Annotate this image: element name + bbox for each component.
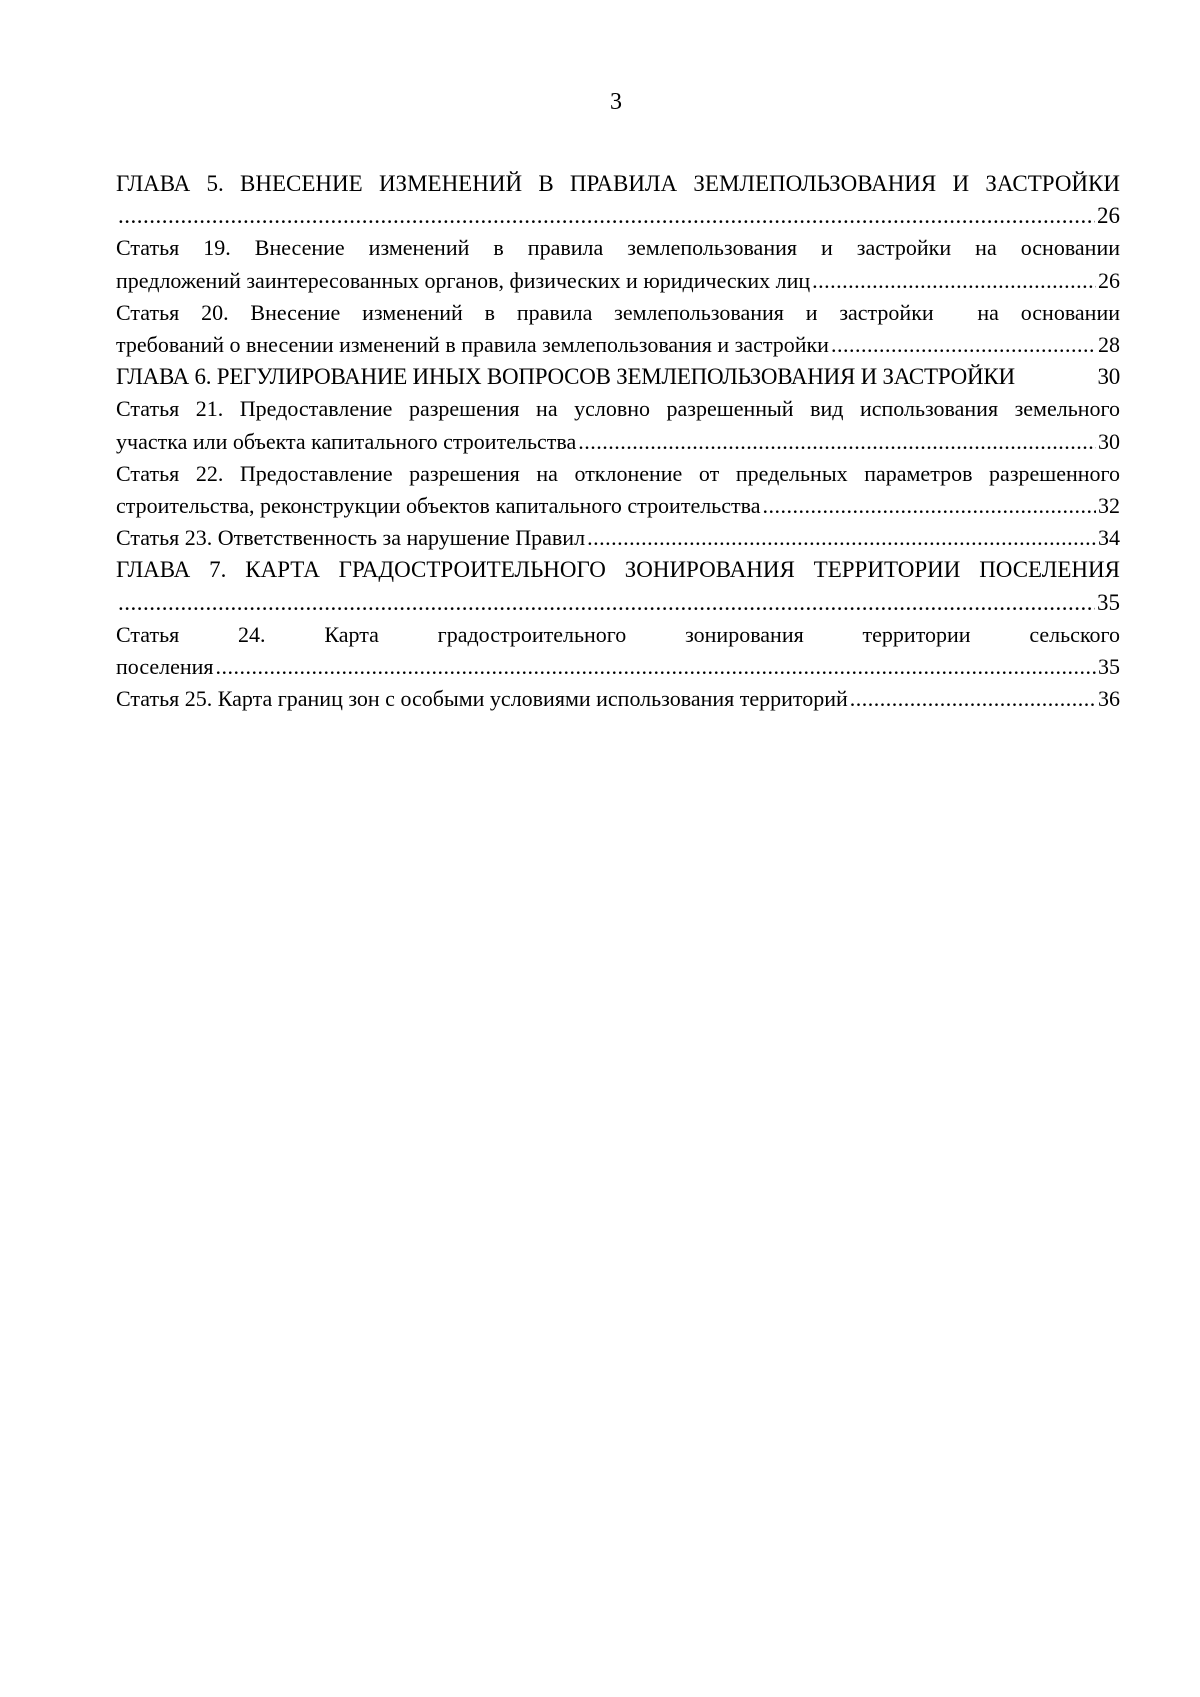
toc-page-ref: 34: [1098, 525, 1120, 551]
toc-entry-title: ГЛАВА 7. КАРТА ГРАДОСТРОИТЕЛЬНОГО ЗОНИРОВАНИЯ ТЕРРИТОРИИ ПОСЕЛЕНИЯ: [116, 557, 1120, 583]
toc-entry-leader: [116, 329, 1120, 361]
toc-entry-title: Статья 24. Карта градостроительного зонирования территории сельского: [116, 621, 1120, 647]
toc-article-24[interactable]: [116, 619, 1120, 683]
toc-entry-leader: [116, 587, 1120, 619]
dot-leader: [812, 265, 1096, 297]
toc-entry-title: Статья 23. Ответственность за нарушение Правил: [116, 525, 586, 551]
toc-entry-leader: [116, 522, 1120, 554]
toc-chapter-5[interactable]: [116, 168, 1120, 232]
toc-article-22[interactable]: [116, 458, 1120, 522]
toc-entry-leader: [116, 361, 1120, 393]
toc-entry-title-end: строительства, реконструкции объектов капитального строительства: [116, 493, 761, 519]
toc-entry-title: Статья 20. Внесение изменений в правила землепользования и застройки на основании: [116, 299, 1120, 325]
toc-article-20[interactable]: [116, 297, 1120, 361]
toc-entry-leader: [116, 651, 1120, 683]
toc-page-ref: 32: [1098, 493, 1120, 519]
toc-page-ref: 35: [1098, 654, 1120, 680]
toc-entry-title: Статья 25. Карта границ зон с особыми условиями использования территорий: [116, 686, 848, 712]
toc-article-25[interactable]: [116, 683, 1120, 715]
table-of-contents: [116, 168, 1120, 715]
toc-page-ref: 26: [1098, 267, 1120, 293]
dot-leader: [831, 329, 1096, 361]
toc-chapter-6[interactable]: [116, 361, 1120, 393]
toc-entry-leader: [116, 683, 1120, 715]
toc-entry-title: ГЛАВА 6. РЕГУЛИРОВАНИЕ ИНЫХ ВОПРОСОВ ЗЕМЛЕПОЛЬЗОВАНИЯ И ЗАСТРОЙКИ: [116, 364, 1015, 390]
toc-article-19[interactable]: [116, 232, 1120, 296]
toc-entry-title: Статья 21. Предоставление разрешения на условно разрешенный вид использования земельного: [116, 396, 1120, 422]
toc-entry-title-end: требований о внесении изменений в правила землепользования и застройки: [116, 332, 829, 358]
dot-leader: [118, 200, 1095, 232]
toc-entry-title-end: поселения: [116, 654, 214, 680]
toc-article-21[interactable]: [116, 393, 1120, 457]
toc-entry-leader: [116, 490, 1120, 522]
toc-page-ref: 36: [1098, 686, 1120, 712]
toc-entry-title-end: участка или объекта капитального строительства: [116, 428, 577, 454]
dot-leader: [578, 426, 1096, 458]
toc-entry-leader: [116, 265, 1120, 297]
toc-page-ref: 30: [1097, 364, 1120, 390]
toc-page-ref: 26: [1097, 203, 1120, 229]
dot-leader: [118, 587, 1095, 619]
toc-entry-leader: [116, 426, 1120, 458]
dot-leader: [587, 522, 1096, 554]
dot-leader: [216, 651, 1096, 683]
toc-page-ref: 28: [1098, 332, 1120, 358]
dot-leader: [850, 683, 1096, 715]
toc-chapter-7[interactable]: [116, 554, 1120, 618]
toc-entry-leader: [116, 200, 1120, 232]
toc-entry-title-end: предложений заинтересованных органов, физических и юридических лиц: [116, 267, 811, 293]
toc-page-ref: 35: [1097, 589, 1120, 615]
toc-page-ref: 30: [1098, 428, 1120, 454]
toc-article-23[interactable]: [116, 522, 1120, 554]
toc-entry-title: Статья 22. Предоставление разрешения на отклонение от предельных параметров разрешенного: [116, 460, 1120, 486]
page-number: 3: [610, 89, 622, 115]
toc-entry-title: Статья 19. Внесение изменений в правила землепользования и застройки на основании: [116, 235, 1120, 261]
dot-leader: [762, 490, 1096, 522]
toc-entry-title: ГЛАВА 5. ВНЕСЕНИЕ ИЗМЕНЕНИЙ В ПРАВИЛА ЗЕМЛЕПОЛЬЗОВАНИЯ И ЗАСТРОЙКИ: [116, 171, 1120, 196]
